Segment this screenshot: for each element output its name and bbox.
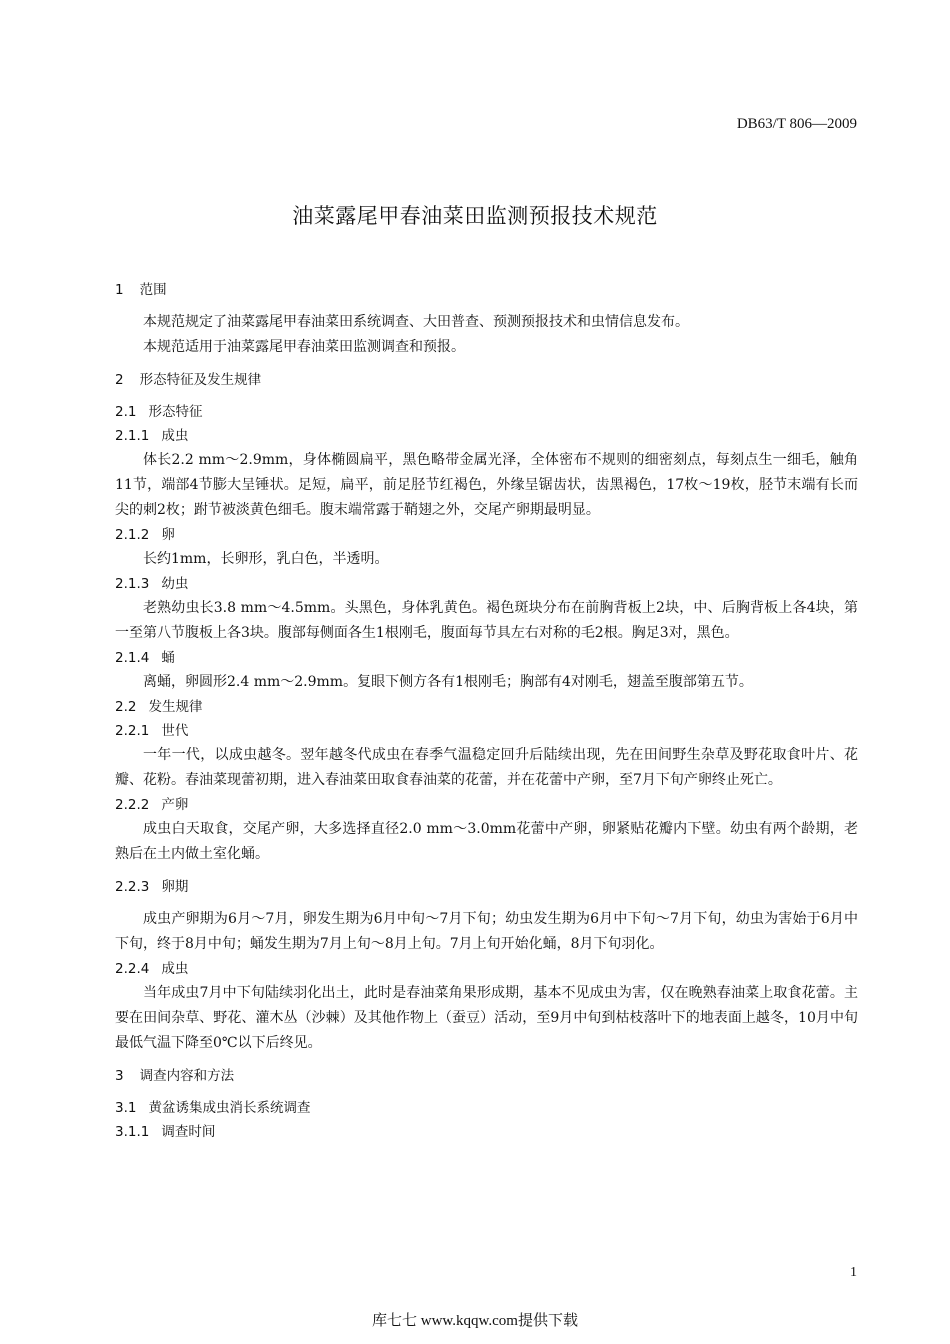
section-1-paragraph: 本规范规定了油菜露尾甲春油菜田系统调查、大田普查、预测预报技术和虫情信息发布。 [143,314,689,330]
section-2-1-1-heading: 2.1.1 成虫 [115,428,189,444]
section-2-2-2-heading: 2.2.2 产卵 [115,797,189,813]
section-2-1-2-heading: 2.1.2 卵 [115,527,175,543]
section-2-2-3-paragraph: 成虫产卵期为6月～7月，卵发生期为6月中旬～7月下旬；幼虫发生期为6月中下旬～7月下旬，幼虫为害始于6月中下旬，终于8月中旬；蛹发生期为7月上旬～8月上旬。7月上旬开始化蛹，8月下旬羽化。 [115,911,858,952]
section-2-2-heading: 2.2 发生规律 [115,699,203,715]
document-code: DB63/T 806—2009 [736,116,857,132]
section-2-1-4-heading: 2.1.4 蛹 [115,650,175,666]
download-footer: 库七七 www.kqqw.com提供下载 [372,1313,578,1329]
section-2-2-4-heading: 2.2.4 成虫 [115,961,189,977]
section-2-1-2-paragraph: 长约1mm，长卵形，乳白色，半透明。 [143,551,389,567]
section-3-1-1-heading: 3.1.1 调查时间 [115,1124,216,1140]
document-title: 油菜露尾甲春油菜田监测预报技术规范 [292,204,658,228]
page-number: 1 [850,1265,857,1280]
section-3-1-heading: 3.1 黄盆诱集成虫消长系统调查 [115,1100,311,1116]
section-3-heading: 3 调查内容和方法 [115,1068,235,1084]
section-2-1-1-paragraph: 体长2.2 mm～2.9mm，身体椭圆扁平，黑色略带金属光泽，全体密布不规则的细密刻点，每刻点生一细毛，触角11节，端部4节膨大呈锤状。足短，扁平，前足胫节红褐色，外缘呈锯齿状，齿黑褐色，17枚～19枚，胫节末端有长而尖的刺2枚；跗节被淡黄色细毛。腹末端常露于鞘翅之外，交尾产卵期最明显。 [115,452,858,518]
section-2-1-heading: 2.1 形态特征 [115,404,203,420]
section-2-2-2-paragraph: 成虫白天取食，交尾产卵，大多选择直径2.0 mm～3.0mm花蕾中产卵，卵紧贴花瓣内下壁。幼虫有两个龄期，老熟后在土内做土室化蛹。 [115,821,858,862]
section-2-1-3-heading: 2.1.3 幼虫 [115,576,189,592]
section-2-1-4-paragraph: 离蛹，卵圆形2.4 mm～2.9mm。复眼下侧方各有1根刚毛；胸部有4对刚毛，翅盖至腹部第五节。 [143,674,753,690]
section-1-heading: 1 范围 [115,282,167,298]
section-2-2-1-heading: 2.2.1 世代 [115,723,189,739]
document-body [115,278,858,1144]
section-2-2-1-paragraph: 一年一代，以成虫越冬。翌年越冬代成虫在春季气温稳定回升后陆续出现，先在田间野生杂草及野花取食叶片、花瓣、花粉。春油菜现蕾初期，进入春油菜田取食春油菜的花蕾，并在花蕾中产卵，至7月下旬产卵终止死亡。 [115,747,858,788]
section-2-2-3-heading: 2.2.3 卵期 [115,879,189,895]
section-2-2-4-paragraph: 当年成虫7月中下旬陆续羽化出土，此时是春油菜角果形成期，基本不见成虫为害，仅在晚熟春油菜上取食花蕾。主要在田间杂草、野花、灌木丛（沙棘）及其他作物上（蚕豆）活动，至9月中旬到枯枝落叶下的地表面上越冬，10月中旬最低气温下降至0℃以下后终见。 [115,985,858,1051]
section-1-paragraph: 本规范适用于油菜露尾甲春油菜田监测调查和预报。 [143,339,465,355]
section-2-1-3-paragraph: 老熟幼虫长3.8 mm～4.5mm。头黑色，身体乳黄色。褐色斑块分布在前胸背板上2块，中、后胸背板上各4块，第一至第八节腹板上各3块。腹部每侧面各生1根刚毛，腹面每节具左右对称的毛2根。胸足3对，黑色。 [115,600,858,641]
section-2-heading: 2 形态特征及发生规律 [115,372,262,388]
